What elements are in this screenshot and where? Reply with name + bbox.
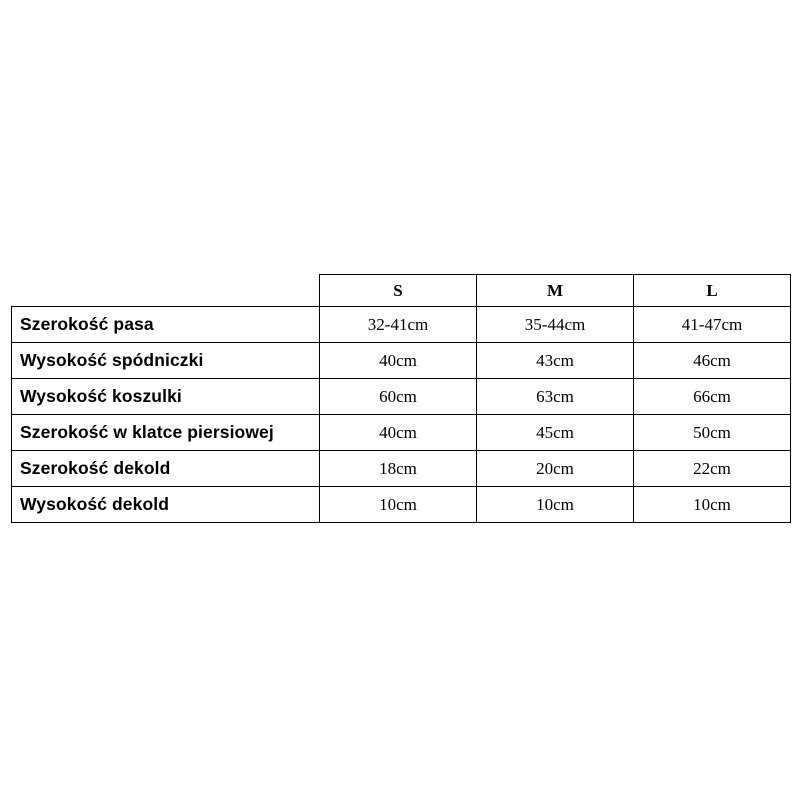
cell-value: 45cm [477,415,634,451]
size-chart-container [11,274,789,523]
table-row [12,379,791,415]
cell-value: 10cm [634,487,791,523]
cell-value: 10cm [320,487,477,523]
table-row [12,307,791,343]
table-row [12,415,791,451]
size-chart-table [11,274,791,523]
cell-value: 40cm [320,343,477,379]
table-corner-cell [12,275,320,307]
row-label: Szerokość dekold [12,451,320,487]
cell-value: 22cm [634,451,791,487]
cell-value: 35-44cm [477,307,634,343]
column-header-l: L [634,275,791,307]
cell-value: 40cm [320,415,477,451]
cell-value: 46cm [634,343,791,379]
row-label: Wysokość spódniczki [12,343,320,379]
column-header-m: M [477,275,634,307]
cell-value: 10cm [477,487,634,523]
table-header-row [12,275,791,307]
table-row [12,343,791,379]
row-label: Wysokość dekold [12,487,320,523]
column-header-s: S [320,275,477,307]
row-label: Wysokość koszulki [12,379,320,415]
cell-value: 63cm [477,379,634,415]
cell-value: 18cm [320,451,477,487]
cell-value: 41-47cm [634,307,791,343]
row-label: Szerokość w klatce piersiowej [12,415,320,451]
cell-value: 50cm [634,415,791,451]
table-row [12,451,791,487]
row-label: Szerokość pasa [12,307,320,343]
cell-value: 60cm [320,379,477,415]
cell-value: 32-41cm [320,307,477,343]
cell-value: 20cm [477,451,634,487]
table-row [12,487,791,523]
cell-value: 66cm [634,379,791,415]
cell-value: 43cm [477,343,634,379]
